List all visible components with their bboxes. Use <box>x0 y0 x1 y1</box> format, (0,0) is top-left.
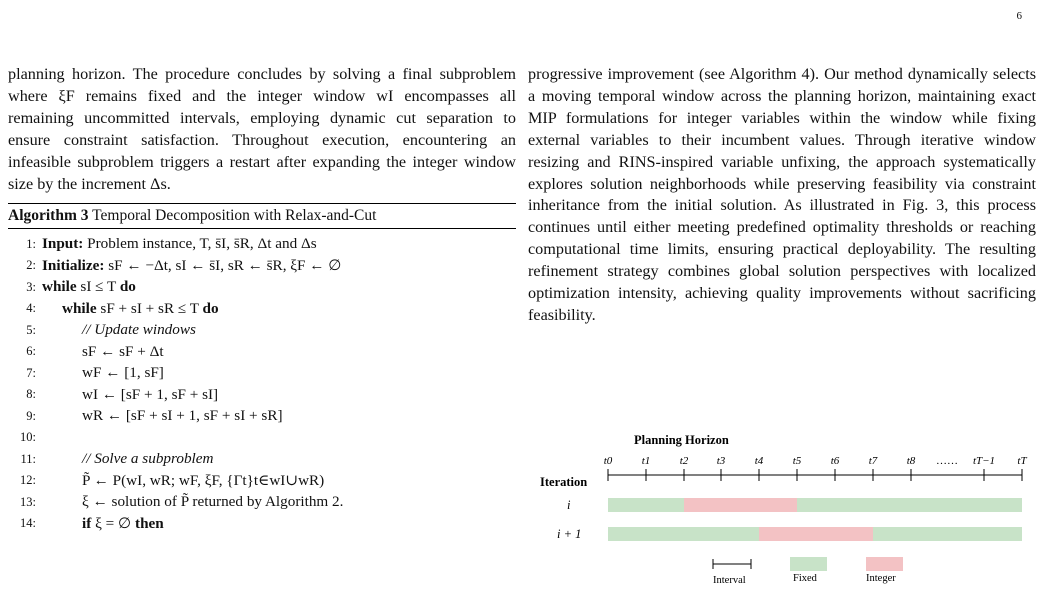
tick-label: t4 <box>754 455 764 467</box>
line-text: sF ← sF + Δt <box>82 342 164 360</box>
algorithm-line <box>8 513 516 535</box>
algorithm-caption <box>8 203 516 229</box>
fixed-segment <box>608 498 1022 512</box>
planning-horizon-figure <box>540 430 1040 610</box>
legend-integer-label: Integer <box>866 573 896 584</box>
line-number: 3: <box>26 279 36 294</box>
algorithm-line <box>8 427 516 449</box>
legend-interval-label: Interval <box>713 575 746 586</box>
legend-integer-swatch <box>866 557 903 571</box>
line-text: ξ = ∅ <box>91 515 136 533</box>
line-code <box>42 321 196 339</box>
line-code <box>42 278 136 296</box>
tick-label: t2 <box>679 455 689 467</box>
line-number: 4: <box>26 301 36 316</box>
line-number: 2: <box>26 258 36 273</box>
line-keyword: while <box>42 278 77 296</box>
left-paragraph: planning horizon. The procedure concludes by solving a final subproblem where ξF remains fixed and the integer window wI encompasses all remaining uncommitted intervals, employing dynamic cut separation to ensure constraint satisfaction. Throughout execution, encountering an infeasible subproblem triggers a restart after expanding the integer window size by the increment Δs. <box>8 65 516 193</box>
tick-label: tT <box>1017 455 1027 467</box>
line-text: sF ← −Δt, sI ← s̄I, sR ← s̄R, ξF ← ∅ <box>104 257 342 275</box>
line-number: 10: <box>20 430 36 445</box>
line-code <box>42 493 343 511</box>
line-text: wF ← [1, sF] <box>82 364 164 382</box>
line-keyword: while <box>62 299 97 317</box>
algorithm-line <box>8 470 516 492</box>
line-comment: // Update windows <box>82 321 196 339</box>
algorithm-body <box>8 229 516 534</box>
line-code <box>42 300 219 318</box>
line-text: ξ ← solution of P̃ returned by Algorithm 2. <box>82 493 344 511</box>
page-number: 6 <box>1016 10 1022 22</box>
line-number: 13: <box>20 494 36 509</box>
tick-label: t0 <box>603 455 613 467</box>
tick-label: t5 <box>792 455 802 467</box>
line-keyword: do <box>119 278 136 296</box>
line-text: Problem instance, T, s̄I, s̄R, Δt and Δs <box>83 235 317 253</box>
algorithm-line <box>8 448 516 470</box>
algorithm-line <box>8 491 516 513</box>
line-code <box>42 343 164 361</box>
integer-segment <box>684 498 797 512</box>
line-code <box>42 386 218 404</box>
algorithm-title: Temporal Decomposition with Relax-and-Cut <box>92 207 377 225</box>
line-number: 12: <box>20 473 36 488</box>
line-number: 5: <box>26 322 36 337</box>
row-group <box>557 498 1022 541</box>
algorithm-line <box>8 341 516 363</box>
figure-legend <box>713 557 903 586</box>
line-code <box>42 450 213 468</box>
line-text: wR ← [sF + sI + 1, sF + sI + sR] <box>82 407 283 425</box>
line-keyword: Initialize: <box>42 257 105 275</box>
line-number: 7: <box>26 365 36 380</box>
algorithm-line <box>8 384 516 406</box>
legend-fixed-swatch <box>790 557 827 571</box>
integer-segment <box>759 527 873 541</box>
tick-label: t6 <box>830 455 840 467</box>
line-code <box>42 514 164 533</box>
line-number: 1: <box>26 236 36 251</box>
line-text: wI ← [sF + 1, sF + sI] <box>82 385 219 403</box>
line-number: 8: <box>26 387 36 402</box>
right-paragraph: progressive improvement (see Algorithm 4). Our method dynamically selects a moving temporal window across the planning horizon, maintaining exact MIP formulations for integer variables within the window while fixing external variables to their incumbent values. Through iterative window resizing and RINS-inspired variable unfixing, the approach systematically explores solution neighborhoods while preserving feasibility via constraint inheritance from the initial solution. As illustrated in Fig. 3, this process continues until either meeting predefined optimality thresholds or reaching computational time limits, ensuring practical deployability. The resulting refinement strategy combines global solution perspectives with localized optimization intensity, achieving quality improvements without sacrificing feasibility. <box>528 65 1036 324</box>
line-keyword: then <box>135 515 164 533</box>
algorithm-line <box>8 255 516 277</box>
tick-label: t8 <box>906 455 916 467</box>
algorithm-label: Algorithm 3 <box>8 207 89 225</box>
line-keyword: do <box>202 299 219 317</box>
line-text: P̃ ← P(wI, wR; wF, ξF, {Γt}t∈wI∪wR) <box>82 472 325 490</box>
line-code <box>42 256 342 275</box>
tick-label: …… <box>936 455 958 467</box>
tick-group <box>604 455 1028 481</box>
line-number: 6: <box>26 344 36 359</box>
tick-label: t3 <box>716 455 726 467</box>
line-number: 9: <box>26 408 36 423</box>
algorithm-line <box>8 276 516 298</box>
iteration-label: i + 1 <box>557 527 582 541</box>
line-code <box>42 407 283 425</box>
line-number: 14: <box>20 516 36 531</box>
algorithm-line <box>8 362 516 384</box>
tick-label: t1 <box>641 455 651 467</box>
algorithm-line <box>8 319 516 341</box>
right-column <box>528 64 1036 327</box>
line-comment: // Solve a subproblem <box>82 450 214 468</box>
line-code <box>42 471 324 490</box>
tick-label: t7 <box>868 455 878 467</box>
line-keyword: Input: <box>42 235 84 253</box>
line-keyword: if <box>82 515 92 533</box>
tick-label: tT−1 <box>972 455 996 467</box>
algorithm-line <box>8 298 516 320</box>
algorithm-line <box>8 405 516 427</box>
line-number: 11: <box>20 451 36 466</box>
figure-title: Planning Horizon <box>634 433 729 447</box>
line-code <box>42 364 164 382</box>
algorithm-block <box>8 203 516 534</box>
left-column <box>8 64 516 534</box>
line-text: sF + sI + sR ≤ T <box>96 299 203 317</box>
algorithm-line <box>8 233 516 255</box>
line-text: sI ≤ T <box>76 278 120 296</box>
legend-fixed-label: Fixed <box>793 573 817 584</box>
line-code <box>42 235 317 253</box>
figure-row-header: Iteration <box>540 475 588 489</box>
iteration-label: i <box>567 498 571 512</box>
